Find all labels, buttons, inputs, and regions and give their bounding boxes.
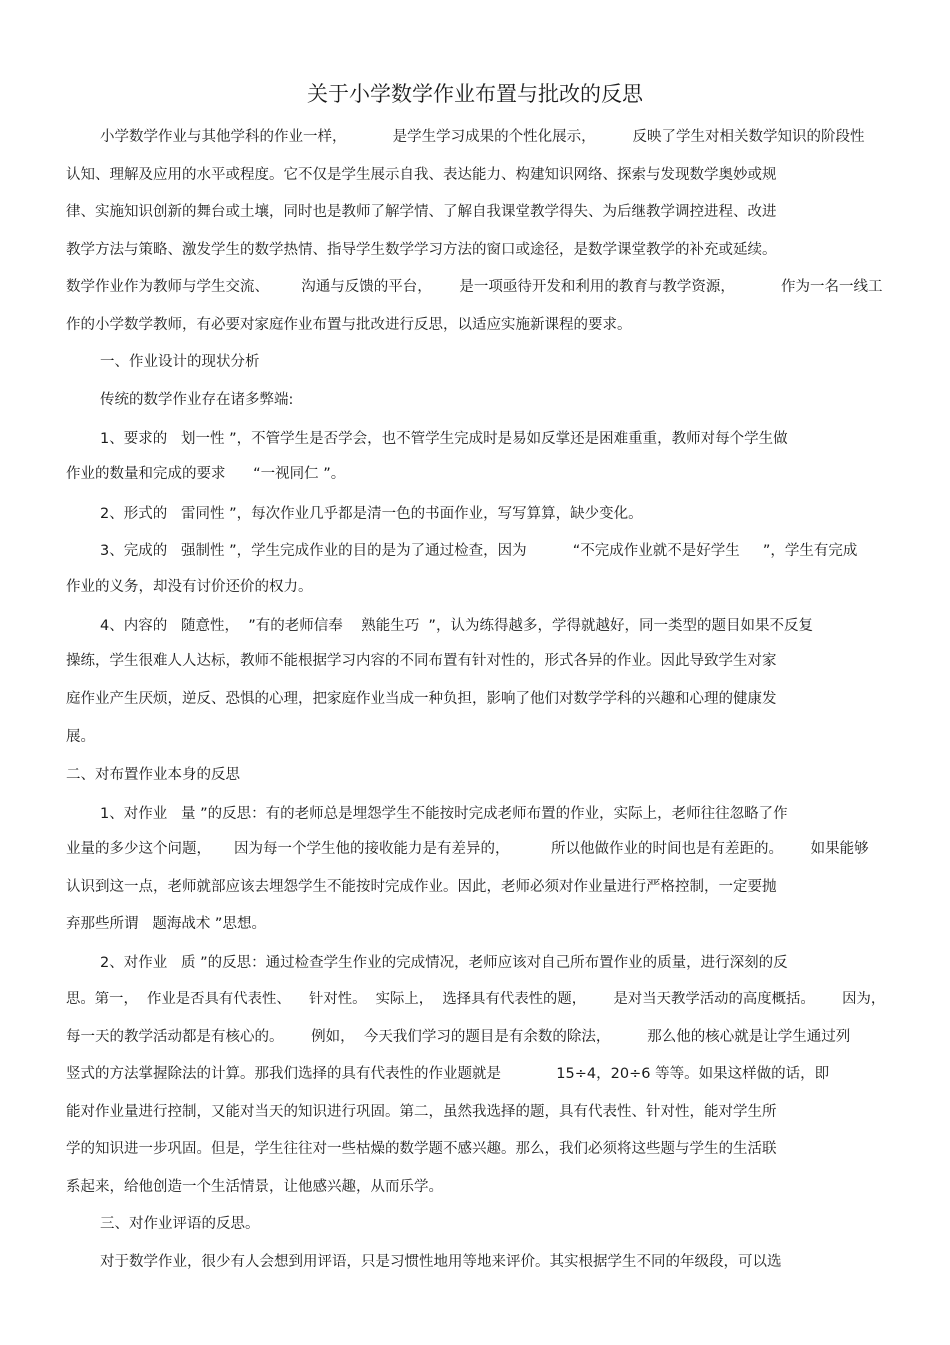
paragraph-line: 2、形式的 雷同性 ”，每次作业几乎都是清一色的书面作业，写写算算，缺少变化。: [100, 506, 643, 522]
paragraph-line: 律、实施知识创新的舞台或土壤，同时也是教师了解学情、了解自我课堂教学得失、为后继教学调控进程、改进: [66, 204, 777, 220]
paragraph-line: 操练，学生很难人人达标，教师不能根据学习内容的不同布置有针对性的，形式各异的作业。因此导致学生对家: [66, 653, 777, 669]
section-heading: 一、作业设计的现状分析: [100, 354, 260, 370]
paragraph-line: 庭作业产生厌烦，逆反、恐惧的心理，把家庭作业当成一种负担，影响了他们对数学学科的兴趣和心理的健康发: [66, 691, 777, 707]
paragraph-line: 学的知识进一步巩固。但是，学生往往对一些枯燥的数学题不感兴趣。那么，我们必须将这些题与学生的生活联: [66, 1141, 777, 1157]
paragraph-line: 认识到这一点，老师就部应该去埋怨学生不能按时完成作业。因此，老师必须对作业量进行严格控制，一定要抛: [66, 879, 777, 895]
paragraph-line: 1、对作业 量 ”的反思：有的老师总是埋怨学生不能按时完成老师布置的作业，实际上，老师往往忽略了作: [100, 806, 788, 822]
paragraph-line: 作业的数量和完成的要求 “一视同仁 ”。: [66, 466, 346, 482]
paragraph-line: 4、内容的 随意性， ”有的老师信奉 熟能生巧 ”，认为练得越多，学得就越好，同一类型的题目如果不反复: [100, 618, 813, 634]
paragraph-line: 传统的数学作业存在诸多弊端:: [100, 392, 294, 408]
paragraph-line: 1、要求的 划一性 ”，不管学生是否学会，也不管学生完成时是易如反掌还是困难重重，教师对每个学生做: [100, 431, 788, 447]
paragraph-line: 小学数学作业与其他学科的作业一样， 是学生学习成果的个性化展示， 反映了学生对相关数学知识的阶段性: [100, 129, 865, 145]
paragraph-line: 业量的多少这个问题， 因为每一个学生他的接收能力是有差异的， 所以他做作业的时间也是有差距的。 如果能够: [66, 841, 869, 857]
paragraph-line: 展。: [66, 729, 95, 745]
paragraph-line: 系起来，给他创造一个生活情景，让他感兴趣，从而乐学。: [66, 1179, 443, 1195]
paragraph-line: 对于数学作业，很少有人会想到用评语，只是习惯性地用等地来评价。其实根据学生不同的年级段，可以选: [100, 1254, 782, 1270]
paragraph-line: 思。第一， 作业是否具有代表性、 针对性。 实际上， 选择具有代表性的题， 是对当天教学活动的高度概括。 因为，: [66, 991, 886, 1007]
paragraph-line: 3、完成的 强制性 ”，学生完成作业的目的是为了通过检查，因为 “不完成作业就不是好学生 ”，学生有完成: [100, 543, 858, 559]
paragraph-line: 弃那些所谓 题海战术 ”思想。: [66, 916, 266, 932]
paragraph-line: 能对作业量进行控制，又能对当天的知识进行巩固。第二，虽然我选择的题，具有代表性、针对性，能对学生所: [66, 1104, 777, 1120]
paragraph-line: 数学作业作为教师与学生交流、 沟通与反馈的平台， 是一项亟待开发和利用的教育与教学资源， 作为一名一线工: [66, 279, 883, 295]
paragraph-line: 竖式的方法掌握除法的计算。那我们选择的具有代表性的作业题就是 15÷4，20÷6 等等。如果这样做的话，即: [66, 1066, 830, 1082]
paragraph-line: 认知、理解及应用的水平或程度。它不仅是学生展示自我、表达能力、构建知识网络、探索与发现数学奥妙或规: [66, 167, 777, 183]
paragraph-line: 教学方法与策略、激发学生的数学热情、指导学生数学学习方法的窗口或途径，是数学课堂教学的补充或延续。: [66, 242, 777, 258]
section-heading: 二、对布置作业本身的反思: [66, 767, 240, 783]
paragraph-line: 2、对作业 质 ”的反思：通过检查学生作业的完成情况，老师应该对自己所布置作业的质量，进行深刻的反: [100, 955, 788, 971]
section-heading: 三、对作业评语的反思。: [100, 1216, 260, 1232]
paragraph-line: 作的小学数学教师，有必要对家庭作业布置与批改进行反思，以适应实施新课程的要求。: [66, 317, 632, 333]
document-title: 关于小学数学作业布置与批改的反思: [307, 82, 643, 106]
paragraph-line: 每一天的教学活动都是有核心的。 例如， 今天我们学习的题目是有余数的除法， 那么他的核心就是让学生通过列: [66, 1029, 851, 1045]
paragraph-line: 作业的义务，却没有讨价还价的权力。: [66, 579, 313, 595]
